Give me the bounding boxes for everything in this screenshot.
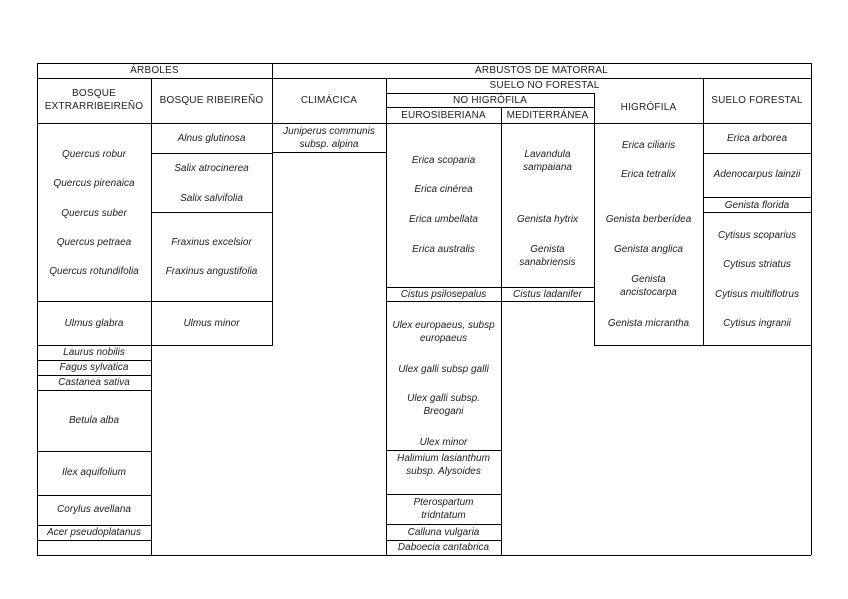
gridline — [703, 78, 704, 346]
header-eurosiberiana: EUROSIBERIANA — [401, 110, 486, 121]
species-cell: Erica ciliaris — [621, 140, 676, 151]
gridline — [386, 107, 594, 108]
table-border-bottom — [37, 555, 811, 556]
gridline — [386, 494, 501, 495]
species-cell: Castanea sativa — [58, 377, 130, 388]
gridline — [37, 540, 151, 541]
species-cell: Fagus sylvatica — [59, 362, 129, 373]
gridline — [386, 301, 594, 302]
species-cell: Daboecia cantabrica — [397, 542, 490, 553]
species-cell: Adenocarpus lainzii — [713, 169, 801, 180]
gridline — [501, 107, 502, 555]
header-climacica: CLIMÁCICA — [300, 95, 358, 106]
table-border-right — [811, 63, 812, 555]
species-cell: Ulex minor — [419, 437, 468, 448]
species-cell: Ilex aquifolium — [62, 467, 126, 478]
species-cell: Ulex galli subsp galli — [398, 364, 489, 375]
gridline — [703, 197, 811, 198]
species-cell: Erica umbellata — [409, 214, 478, 225]
species-cell: Alnus glutinosa — [177, 133, 246, 144]
species-cell: Corylus avellana — [57, 504, 131, 515]
species-cell: Ulmus minor — [183, 318, 240, 329]
species-cell: Acer pseudoplatanus — [47, 527, 141, 538]
header-bosque-extrarribereno: BOSQUE EXTRARRIBEIREÑO — [44, 88, 144, 112]
header-bosque-ribeireno: BOSQUE RIBEIREÑO — [159, 95, 264, 106]
gridline — [37, 301, 272, 302]
table-border-left — [37, 63, 38, 555]
gridline — [703, 212, 811, 213]
gridline — [386, 524, 501, 525]
species-cell: Genista florida — [724, 200, 790, 211]
species-cell: Genista ancistocarpa — [620, 274, 677, 298]
species-cell: Genista micrantha — [607, 318, 690, 329]
species-cell: Calluna vulgaria — [407, 527, 480, 538]
species-cell: Quercus suber — [61, 208, 127, 219]
species-cell: Genista berberídea — [605, 214, 692, 225]
header-suelo-no-forestal: SUELO NO FORESTAL — [489, 80, 600, 91]
species-cell: Lavandula sampaiana — [523, 149, 572, 173]
species-cell: Laurus nobilis — [63, 347, 125, 358]
species-cell: Salix salvifolia — [180, 193, 243, 204]
species-cell: Genista hytrix — [516, 214, 579, 225]
species-cell: Quercus rotundifolia — [49, 266, 139, 277]
species-cell: Ulex galli subsp. Breogani — [407, 393, 480, 417]
species-cell: Fraxinus angustifolia — [165, 266, 258, 277]
species-cell: Fraxinus excelsior — [171, 237, 252, 248]
species-cell: Halimium lasianthum subsp. Alysoides — [397, 453, 490, 477]
species-cell: Ulmus glabra — [64, 318, 124, 329]
species-cell: Cytisus multiflotrus — [715, 289, 799, 300]
species-cell: Erica australis — [412, 244, 475, 255]
species-cell: Cytisus striatus — [723, 259, 791, 270]
species-cell: Quercus petraea — [56, 237, 132, 248]
species-cell: Betula alba — [68, 415, 120, 426]
species-cell: Cistus ladanifer — [513, 289, 582, 300]
species-cell: Genista sanabriensis — [519, 244, 576, 268]
gridline — [151, 153, 272, 154]
species-cell: Genista anglica — [614, 244, 683, 255]
species-cell: Cytisus ingranii — [723, 318, 791, 329]
species-cell: Salix atrocinerea — [174, 163, 249, 174]
species-cell: Erica arborea — [726, 133, 788, 144]
species-cell: Ulex europaeus, subsp europaeus — [392, 320, 495, 344]
species-cell: Pterospartum tridntatum — [413, 497, 474, 521]
gridline — [37, 495, 151, 496]
species-cell: Erica cinérea — [414, 184, 473, 195]
species-cell: Erica scoparia — [411, 155, 476, 166]
header-mediterranea: MEDITERRÁNEA — [506, 110, 589, 121]
gridline — [37, 451, 151, 452]
species-cell: Cistus psilosepalus — [400, 289, 487, 300]
header-higrofila: HIGRÓFILA — [620, 102, 677, 113]
species-cell: Juniperus communis subsp. alpina — [283, 126, 375, 150]
gridline — [151, 212, 272, 213]
gridline — [386, 78, 387, 555]
gridline — [272, 152, 386, 153]
header-arbustos: ARBUSTOS DE MATORRAL — [475, 65, 608, 76]
header-no-higrofila: NO HIGRÓFILA — [452, 95, 528, 106]
header-suelo-forestal: SUELO FORESTAL — [711, 95, 803, 106]
species-cell: Quercus pirenaica — [53, 178, 135, 189]
species-cell: Erica tetralix — [620, 169, 676, 180]
gridline — [37, 390, 151, 391]
gridline — [703, 153, 811, 154]
gridline — [37, 123, 811, 124]
species-cell: Quercus robur — [62, 149, 126, 160]
gridline — [386, 450, 501, 451]
header-arboles: ÁRBOLES — [130, 65, 179, 76]
species-cell: Cytisus scoparius — [717, 230, 797, 241]
